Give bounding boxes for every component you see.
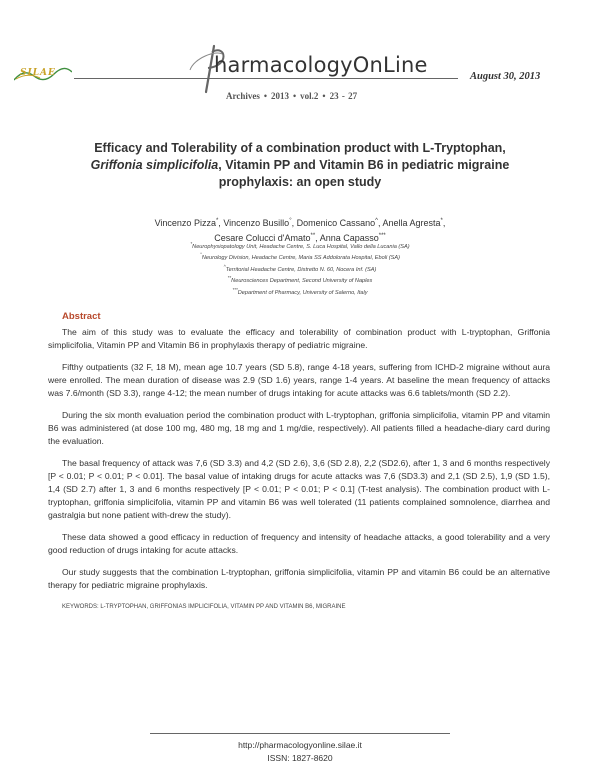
author: Vincenzo Busillo°: [223, 218, 292, 228]
header-rule: [74, 78, 458, 79]
footer-url[interactable]: http://pharmacologyonline.silae.it: [238, 740, 362, 750]
archives-label: Archives: [226, 91, 260, 101]
abstract-heading: Abstract: [62, 311, 101, 322]
abstract-paragraph: Our study suggests that the combination L-tryptophan, griffonia simplicifolia, vitamin PP and vitamin B6 could be an alternative therapy for pediatric migraine prophylaxis.: [48, 567, 550, 590]
journal-header: [0, 0, 600, 110]
footer-rule: [150, 733, 450, 734]
affiliation: **Neurosciences Department, Second University of Naples: [227, 275, 373, 285]
author: Cesare Colucci d'Amato**: [214, 233, 316, 243]
author: Anella Agresta*: [382, 218, 443, 228]
abstract-paragraph: During the six month evaluation period the combination product with L-tryptophan, griffonia simplicifolia, vitamin PP and vitamin B6 was administered (at dose 100 mg, 480 mg, 18 mg and 1 mg/die, respectively). All patients filled a headache-diary card during the evaluation.: [48, 410, 550, 446]
title-species: Griffonia simplicifolia: [90, 158, 219, 172]
author-list: Vincenzo Pizza*, Vincenzo Busillo°, Domenico Cassano^, Anella Agresta*, Cesare Colucci d'Amato**, Anna Capasso***: [154, 218, 446, 243]
abstract-paragraph: Fifthy outpatients (32 F, 18 M), mean age 10.7 years (SD 5.8), range 4-18 years, suffering from ICHD-2 migraine without aura were enrolled. The mean duration of disease was 2.9 (SD 1.6) years, range 1-4 years. At baseline the mean frequency of attacks was 7.6/month (SD 3.3), range 4-12; the mean number of drugs intaking for acute attacks was 6.6 tablets/month (SD 2.2).: [48, 362, 550, 398]
author: Domenico Cassano^: [296, 218, 378, 228]
abstract-paragraph: These data showed a good efficacy in reduction of frequency and intensity of headache attacks, a good tolerability and a very good reduction of drugs intaking for acute attacks.: [48, 532, 550, 555]
affiliation: ^Territorial Headache Centre, Distretto N. 60, Nocera Inf. (SA): [223, 263, 377, 273]
keywords: KEYWORDS: L-TRYPTOPHAN, GRIFFONIAS IMPLICIFOLIA, VITAMIN PP AND VITAMIN B6, MIGRAINE: [62, 604, 346, 610]
article-title: Efficacy and Tolerability of a combination product with L-Tryptophan, Griffonia simplicifolia, Vitamin PP and Vitamin B6 in pediatric migraine prophylaxis: an open study: [90, 141, 510, 189]
abstract-paragraph: The basal frequency of attack was 7,6 (SD 3.3) and 4,2 (SD 2.6), 3,6 (SD 2.8), 2,2 (SD2.6), after 1, 3 and 6 months respectively [P < 0.01; P < 0.01; P < 0.01]. The basal value of intaking drugs for acute attacks was 7,6 (SD3.3) and 2,1 (SD 2.5), 1,9 (SD 1.5), 1,4 (SD 2.7) after 1, 3 and 6 months respectively [P < 0.01; P < 0.01; P < 0.1] (T-test analysis). The combination product with L-tryptophan, griffonia simplicifolia, vitamin PP and vitamin B6 was well tolerated (11 patients complained somnolence, diarrhea and gastralgia but none patient with-drew the study).: [48, 458, 550, 520]
footer-issn: ISSN: 1827-8620: [267, 753, 333, 763]
affiliation: *Neurophysiopatology Unit, Headache Centre, S. Luca Hospital, Vallo della Lucania (SA): [190, 241, 410, 250]
issue-date: August 30, 2013: [470, 71, 541, 82]
affiliation: °Neurology Division, Headache Centre, Maria SS Addolorata Hospital, Eboli (SA): [200, 252, 400, 262]
affiliations: [120, 240, 480, 297]
archives-volume: vol.2: [300, 91, 319, 101]
abstract-body: [48, 326, 550, 623]
silae-logo: SILAE: [14, 66, 72, 82]
author: Vincenzo Pizza*: [154, 218, 219, 228]
affiliation: ***Department of Pharmacy, University of Salerno, Italy: [232, 286, 368, 296]
archives-year: 2013: [271, 91, 289, 101]
archives-pages: 23 - 27: [329, 91, 358, 101]
author: Anna Capasso***: [319, 233, 386, 243]
archives-line: Archives • 2013 • vol.2 • 23 - 27: [226, 91, 358, 101]
abstract-paragraph: The aim of this study was to evaluate the efficacy and tolerability of combination product with L-tryptophan, Griffonia simplicifolia, Vitamin PP and Vitamin B6 in prophylaxis therapy of pediatric migraine.: [48, 327, 550, 350]
journal-name: harmacologyOnLine: [214, 53, 428, 77]
